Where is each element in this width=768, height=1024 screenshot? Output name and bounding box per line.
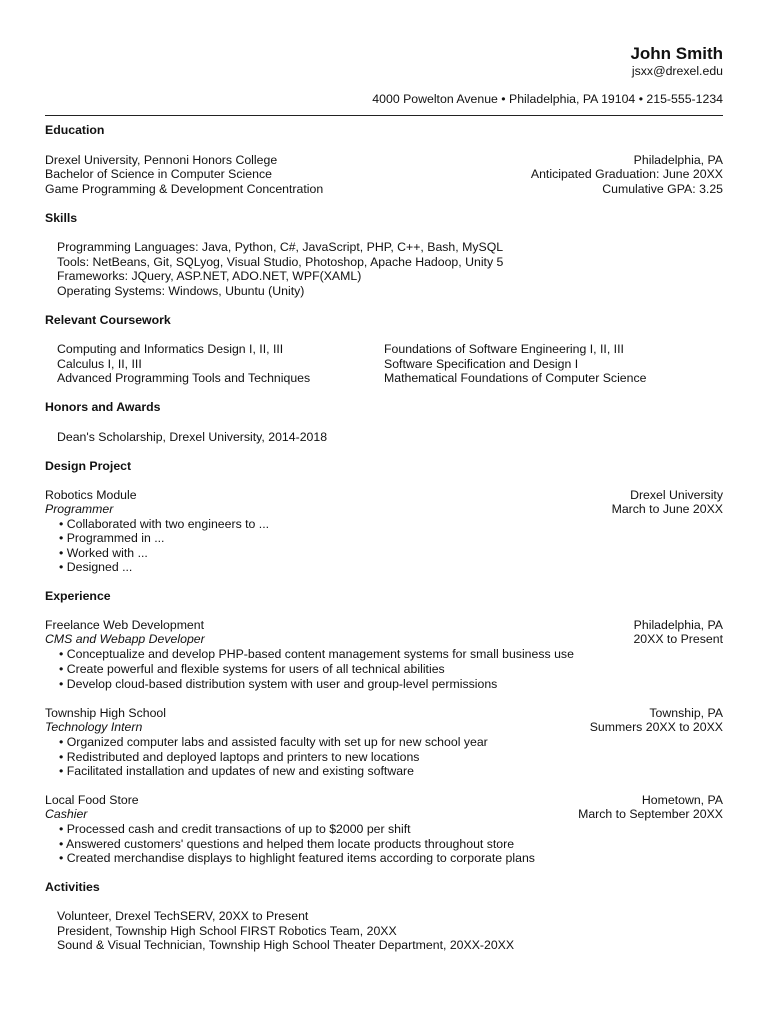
job-employer: Local Food Store bbox=[45, 793, 139, 807]
job-role: Technology Intern bbox=[45, 720, 143, 734]
education-school: Drexel University, Pennoni Honors College bbox=[45, 153, 278, 167]
job-location: Hometown, PA bbox=[641, 793, 723, 807]
skills-line: Operating Systems: Windows, Ubuntu (Unity) bbox=[57, 284, 305, 298]
job-bullet: • Redistributed and deployed laptops and printers to new locations bbox=[59, 750, 420, 764]
job-bullet: • Answered customers' questions and helped them locate products throughout store bbox=[59, 837, 515, 851]
project-bullet: • Programmed in ... bbox=[59, 531, 165, 545]
resume-name: John Smith bbox=[630, 44, 723, 63]
project-role: Programmer bbox=[45, 502, 114, 516]
project-org: Drexel University bbox=[630, 488, 723, 502]
section-heading-skills: Skills bbox=[45, 211, 78, 225]
education-concentration: Game Programming & Development Concentration bbox=[45, 182, 324, 196]
education-location: Philadelphia, PA bbox=[633, 153, 723, 167]
section-heading-education: Education bbox=[45, 123, 105, 137]
course-item: Advanced Programming Tools and Techniques bbox=[57, 371, 311, 385]
job-location: Philadelphia, PA bbox=[633, 618, 723, 632]
activity-item: President, Township High School FIRST Robotics Team, 20XX bbox=[57, 924, 397, 938]
job-location: Township, PA bbox=[649, 706, 723, 720]
course-item: Mathematical Foundations of Computer Science bbox=[384, 371, 647, 385]
skills-line: Tools: NetBeans, Git, SQLyog, Visual Studio, Photoshop, Apache Hadoop, Unity 5 bbox=[57, 255, 504, 269]
education-gpa: Cumulative GPA: 3.25 bbox=[602, 182, 723, 196]
job-bullet: • Facilitated installation and updates of new and existing software bbox=[59, 764, 414, 778]
header-divider bbox=[45, 115, 723, 116]
job-bullet: • Organized computer labs and assisted faculty with set up for new school year bbox=[59, 735, 488, 749]
skills-line: Programming Languages: Java, Python, C#, JavaScript, PHP, C++, Bash, MySQL bbox=[57, 240, 504, 254]
project-dates: March to June 20XX bbox=[611, 502, 723, 516]
project-bullet: • Worked with ... bbox=[59, 546, 148, 560]
job-bullet: • Develop cloud-based distribution system with user and group-level permissions bbox=[59, 677, 498, 691]
section-heading-coursework: Relevant Coursework bbox=[45, 313, 171, 327]
course-item: Calculus I, II, III bbox=[57, 357, 142, 371]
job-role: CMS and Webapp Developer bbox=[45, 632, 205, 646]
section-heading-design-project: Design Project bbox=[45, 459, 132, 473]
job-dates: March to September 20XX bbox=[578, 807, 723, 821]
section-heading-honors: Honors and Awards bbox=[45, 400, 161, 414]
job-bullet: • Processed cash and credit transactions of up to $2000 per shift bbox=[59, 822, 411, 836]
education-degree: Bachelor of Science in Computer Science bbox=[45, 167, 272, 181]
job-dates: 20XX to Present bbox=[633, 632, 723, 646]
activity-item: Volunteer, Drexel TechSERV, 20XX to Present bbox=[57, 909, 309, 923]
job-bullet: • Create powerful and flexible systems for users of all technical abilities bbox=[59, 662, 445, 676]
project-bullet: • Designed ... bbox=[59, 560, 133, 574]
job-employer: Township High School bbox=[45, 706, 166, 720]
job-role: Cashier bbox=[45, 807, 88, 821]
honor-item: Dean's Scholarship, Drexel University, 2014-2018 bbox=[57, 430, 328, 444]
course-item: Computing and Informatics Design I, II, III bbox=[57, 342, 284, 356]
skills-line: Frameworks: JQuery, ASP.NET, ADO.NET, WPF(XAML) bbox=[57, 269, 362, 283]
project-title: Robotics Module bbox=[45, 488, 137, 502]
job-employer: Freelance Web Development bbox=[45, 618, 205, 632]
job-bullet: • Created merchandise displays to highlight featured items according to corporate plans bbox=[59, 851, 535, 865]
activity-item: Sound & Visual Technician, Township High School Theater Department, 20XX-20XX bbox=[57, 938, 515, 952]
job-bullet: • Conceptualize and develop PHP-based content management systems for small business use bbox=[59, 647, 574, 661]
section-heading-activities: Activities bbox=[45, 880, 100, 894]
project-bullet: • Collaborated with two engineers to ... bbox=[59, 517, 270, 531]
section-heading-experience: Experience bbox=[45, 589, 111, 603]
job-dates: Summers 20XX to 20XX bbox=[589, 720, 723, 734]
email-text: jsxx@drexel.edu bbox=[631, 64, 723, 78]
course-item: Foundations of Software Engineering I, II, III bbox=[384, 342, 624, 356]
address-line: 4000 Powelton Avenue • Philadelphia, PA 19104 • 215-555-1234 bbox=[372, 92, 723, 106]
course-item: Software Specification and Design I bbox=[384, 357, 579, 371]
education-graduation: Anticipated Graduation: June 20XX bbox=[530, 167, 723, 181]
